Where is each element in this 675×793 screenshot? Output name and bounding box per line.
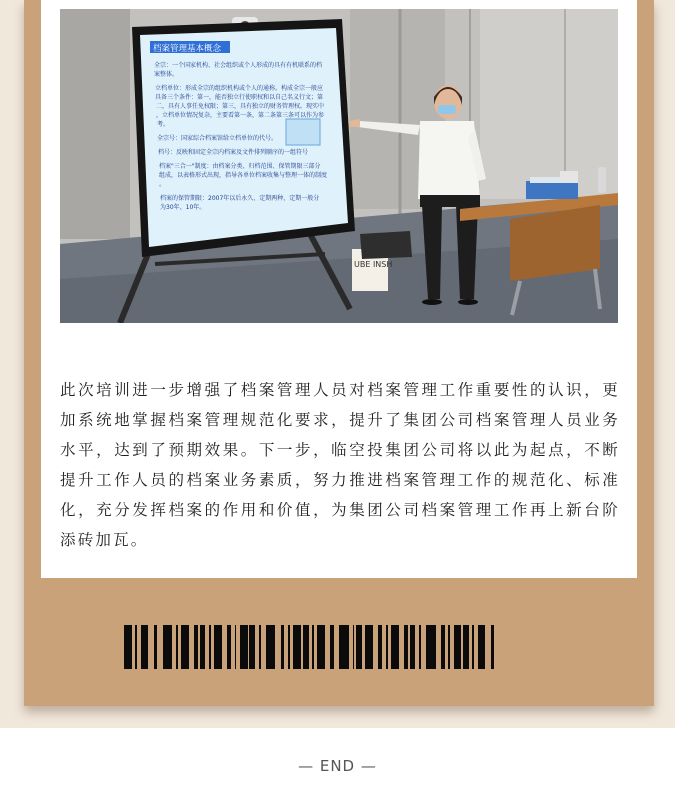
barcode-bar xyxy=(293,625,301,669)
screen-text-line: 全宗号：国家综合档案馆给立档单位的代号。 xyxy=(157,135,278,142)
screen-text-line: 具备三个条件：第一，能否独立行使职权和以自己名义行文；第 xyxy=(155,94,324,101)
chair xyxy=(360,231,412,259)
barcode-bar xyxy=(249,625,255,669)
barcode-bar xyxy=(472,625,474,669)
screen-text-line: 档号：反映和固定全宗内档案及文件排列顺序的一组符号 xyxy=(158,149,309,156)
barcode-bar xyxy=(209,625,211,669)
barcode-bar xyxy=(330,625,334,669)
barcode-bar xyxy=(365,625,373,669)
barcode-bar xyxy=(214,625,222,669)
wall-panel-left xyxy=(60,9,130,239)
barcode-bar xyxy=(378,625,382,669)
barcode-decoration xyxy=(124,625,556,669)
barcode-bar xyxy=(317,625,325,669)
screen-text-line: 为30年、10年。 xyxy=(160,204,206,211)
barcode-bar xyxy=(135,625,137,669)
training-photo xyxy=(60,9,618,323)
barcode-bar xyxy=(303,625,309,669)
barcode-bar xyxy=(404,625,408,669)
barcode-bar xyxy=(227,625,231,669)
barcode-bar xyxy=(441,625,445,669)
barcode-bar xyxy=(356,625,362,669)
screen-text-line: 二，具有人事任免权限；第三，具有独立的财务管理权。现实中 xyxy=(156,103,325,110)
screen-title: 档案管理基本概念 xyxy=(153,44,222,54)
screen-text-line: 考。 xyxy=(157,121,170,128)
wall-panel-right xyxy=(480,9,618,199)
barcode-bar xyxy=(419,625,421,669)
barcode-bar xyxy=(312,625,314,669)
article-paragraph: 此次培训进一步增强了档案管理人员对档案管理工作重要性的认识，更加系统地掌握档案管理规范化要求，提升了集团公司档案管理人员业务水平，达到了预期效果。下一步，临空投集团公司将以此为起点，不断提升工作人员的档案业务素质，努力推进档案管理工作的规范化、标准化，充分发挥档案的作用和价值，为集团公司档案管理工作再上新台阶添砖加瓦。 xyxy=(60,381,620,549)
barcode-bar xyxy=(353,625,355,669)
barcode-bar xyxy=(124,625,132,669)
barcode-bar xyxy=(200,625,206,669)
screen-text-line: 立档单位：形成全宗的组织机构或个人的通称。构成全宗一般应 xyxy=(155,85,324,92)
screen-text-line: 组成，以表格形式出现，指导各单位档案收集与整理一体的制度 xyxy=(159,172,328,179)
barcode-bar xyxy=(235,625,237,669)
barcode-bar xyxy=(281,625,285,669)
box-label: UBE INSH xyxy=(354,260,393,269)
barcode-bar xyxy=(240,625,248,669)
end-label: — END — xyxy=(298,757,377,775)
barcode-bar xyxy=(426,625,436,669)
screen-text-line: 。 xyxy=(159,181,166,188)
screen-text-line: 档案"三合一"制度：由档案分类、归档范围、保管期限三部分 xyxy=(159,163,321,170)
screen-text-line: ，立档单位情况复杂，主要看第一条，第二条第三条可以作为参 xyxy=(156,112,325,119)
barcode-bar xyxy=(463,625,469,669)
barcode-bar xyxy=(194,625,198,669)
barcode-bar xyxy=(491,625,495,669)
barcode-bar xyxy=(448,625,450,669)
barcode-bar xyxy=(339,625,349,669)
barcode-bar xyxy=(163,625,173,669)
screen-text-line: 案整体。 xyxy=(154,71,179,78)
barcode-bar xyxy=(288,625,290,669)
barcode-bar xyxy=(391,625,399,669)
barcode-bar xyxy=(454,625,462,669)
training-photo-illustration xyxy=(60,9,618,323)
barcode-bar xyxy=(410,625,416,669)
barcode-bar xyxy=(478,625,486,669)
barcode-bar xyxy=(141,625,149,669)
barcode-bar xyxy=(259,625,261,669)
screen-text-line: 档案的保管期限：2007年以后永久、定期两种，定期一般分 xyxy=(160,195,320,202)
barcode-bar xyxy=(181,625,189,669)
barcode-bar xyxy=(154,625,158,669)
barcode-bar xyxy=(386,625,388,669)
barcode-bar xyxy=(176,625,178,669)
screen-text-line: 全宗：一个国家机构、社会组织或个人形成的具有有机联系的档 xyxy=(154,62,323,69)
barcode-bar xyxy=(266,625,276,669)
